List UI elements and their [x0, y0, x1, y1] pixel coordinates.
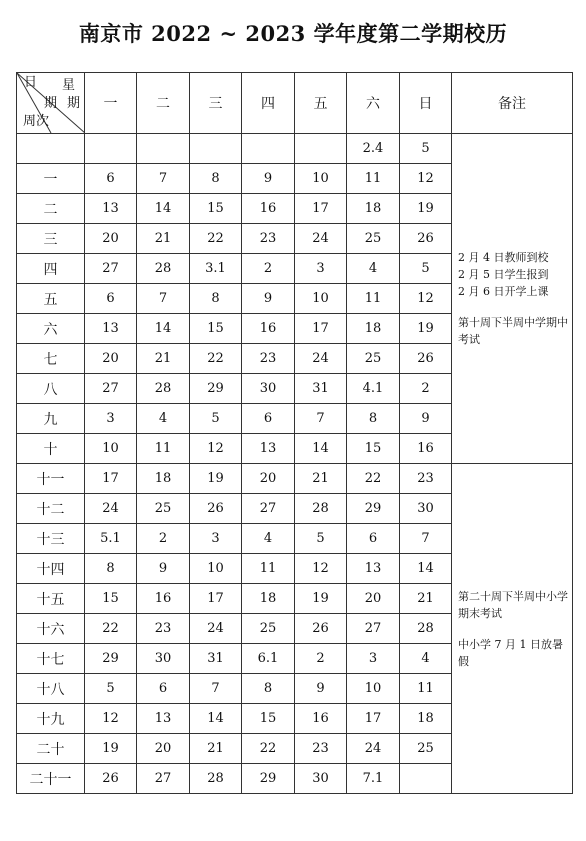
- date-cell: 24: [347, 734, 400, 764]
- date-cell: 24: [295, 344, 347, 374]
- date-cell: 14: [400, 554, 452, 584]
- date-cell: 28: [400, 614, 452, 644]
- date-cell: 25: [137, 494, 190, 524]
- date-cell: [400, 764, 452, 794]
- date-cell: 5: [190, 404, 242, 434]
- corner-label-zhouci: 周次: [23, 114, 50, 129]
- date-cell: 11: [347, 164, 400, 194]
- date-cell: 5: [85, 674, 137, 704]
- remark-line: 中小学 7 月 1 日放暑假: [458, 637, 563, 668]
- date-cell: 12: [400, 164, 452, 194]
- date-cell: 21: [137, 344, 190, 374]
- date-cell: 11: [400, 674, 452, 704]
- remark-line: 第十周下半周中学期中考试: [458, 316, 568, 346]
- date-cell: 24: [295, 224, 347, 254]
- date-cell: 10: [347, 674, 400, 704]
- remark-line: [458, 622, 569, 636]
- date-cell: 26: [295, 614, 347, 644]
- corner-header-cell: [17, 73, 85, 134]
- date-cell: 25: [347, 224, 400, 254]
- date-cell: 10: [295, 284, 347, 314]
- corner-label-qi: 期: [44, 96, 58, 111]
- date-cell: 26: [400, 344, 452, 374]
- date-cell: 19: [400, 314, 452, 344]
- day-header: 三: [190, 73, 242, 134]
- date-cell: 25: [242, 614, 295, 644]
- date-cell: 21: [137, 224, 190, 254]
- day-header: 六: [347, 73, 400, 134]
- date-cell: 12: [85, 704, 137, 734]
- week-number-cell: 七: [17, 344, 85, 374]
- date-cell: 19: [190, 464, 242, 494]
- date-cell: 23: [242, 224, 295, 254]
- day-header: 一: [85, 73, 137, 134]
- date-cell: 20: [85, 224, 137, 254]
- date-cell: 16: [137, 584, 190, 614]
- date-cell: 27: [85, 254, 137, 284]
- date-cell: 14: [137, 314, 190, 344]
- date-cell: 31: [190, 644, 242, 674]
- date-cell: 22: [190, 224, 242, 254]
- week-number-cell: 十六: [17, 614, 85, 644]
- date-cell: 17: [190, 584, 242, 614]
- date-cell: 6: [242, 404, 295, 434]
- week-number-cell: 十五: [17, 584, 85, 614]
- date-cell: 14: [137, 194, 190, 224]
- date-cell: 22: [242, 734, 295, 764]
- date-cell: 9: [242, 164, 295, 194]
- date-cell: 20: [347, 584, 400, 614]
- date-cell: 18: [347, 314, 400, 344]
- date-cell: 28: [190, 764, 242, 794]
- date-cell: 29: [347, 494, 400, 524]
- date-cell: 17: [347, 704, 400, 734]
- date-cell: 7: [190, 674, 242, 704]
- date-cell: 16: [242, 314, 295, 344]
- date-cell: 4: [137, 404, 190, 434]
- date-cell: 8: [85, 554, 137, 584]
- date-cell: 8: [242, 674, 295, 704]
- date-cell: 26: [400, 224, 452, 254]
- date-cell: 3: [190, 524, 242, 554]
- date-cell: 7.1: [347, 764, 400, 794]
- week-number-cell: 四: [17, 254, 85, 284]
- calendar-body: [17, 134, 573, 794]
- date-cell: 30: [295, 764, 347, 794]
- date-cell: 11: [242, 554, 295, 584]
- date-cell: 29: [190, 374, 242, 404]
- week-number-cell: 六: [17, 314, 85, 344]
- remark-line: 2 月 6 日开学上课: [458, 285, 549, 298]
- date-cell: 30: [400, 494, 452, 524]
- date-cell: 14: [190, 704, 242, 734]
- date-cell: 23: [295, 734, 347, 764]
- date-cell: 5: [295, 524, 347, 554]
- day-header: 四: [242, 73, 295, 134]
- date-cell: 13: [137, 704, 190, 734]
- date-cell: 10: [295, 164, 347, 194]
- date-cell: 6.1: [242, 644, 295, 674]
- date-cell: 24: [85, 494, 137, 524]
- week-number-cell: 十七: [17, 644, 85, 674]
- week-number-cell: 九: [17, 404, 85, 434]
- date-cell: 20: [85, 344, 137, 374]
- date-cell: 2: [400, 374, 452, 404]
- date-cell: 29: [242, 764, 295, 794]
- date-cell: 21: [400, 584, 452, 614]
- date-cell: 2: [137, 524, 190, 554]
- week-number-cell: 十四: [17, 554, 85, 584]
- date-cell: 15: [85, 584, 137, 614]
- remark-line: 2 月 5 日学生报到: [458, 268, 549, 281]
- table-row: [17, 134, 573, 164]
- date-cell: 13: [85, 194, 137, 224]
- week-number-cell: 十: [17, 434, 85, 464]
- week-number-cell: 十二: [17, 494, 85, 524]
- date-cell: 17: [85, 464, 137, 494]
- corner-label-xing: 星: [62, 78, 76, 93]
- date-cell: [137, 134, 190, 164]
- date-cell: 18: [242, 584, 295, 614]
- day-header: 日: [400, 73, 452, 134]
- date-cell: 13: [347, 554, 400, 584]
- date-cell: 2: [295, 644, 347, 674]
- date-cell: 28: [295, 494, 347, 524]
- week-number-cell: 三: [17, 224, 85, 254]
- day-header: 五: [295, 73, 347, 134]
- date-cell: 27: [85, 374, 137, 404]
- date-cell: 4: [347, 254, 400, 284]
- page-title: 南京市 2022 ~ 2023 学年度第二学期校历: [78, 21, 508, 46]
- week-number-cell: 十一: [17, 464, 85, 494]
- date-cell: 25: [400, 734, 452, 764]
- date-cell: 23: [400, 464, 452, 494]
- date-cell: 8: [347, 404, 400, 434]
- date-cell: 8: [190, 284, 242, 314]
- calendar-table: [16, 72, 573, 794]
- week-number-cell: 十八: [17, 674, 85, 704]
- remark-line: 2 月 4 日教师到校: [458, 251, 549, 264]
- corner-label-qi: 期: [67, 96, 81, 111]
- date-cell: 20: [242, 464, 295, 494]
- date-cell: 15: [347, 434, 400, 464]
- date-cell: 22: [347, 464, 400, 494]
- date-cell: 5: [400, 134, 452, 164]
- date-cell: 22: [190, 344, 242, 374]
- date-cell: 27: [137, 764, 190, 794]
- remarks-cell: [452, 134, 573, 464]
- corner-label-ri: 日: [24, 75, 38, 90]
- date-cell: 16: [295, 704, 347, 734]
- date-cell: 30: [137, 644, 190, 674]
- remarks-header: 备注: [452, 73, 573, 134]
- week-number-cell: 二: [17, 194, 85, 224]
- date-cell: 24: [190, 614, 242, 644]
- date-cell: 19: [400, 194, 452, 224]
- header-row: [17, 73, 573, 134]
- date-cell: 2.4: [347, 134, 400, 164]
- date-cell: 21: [295, 464, 347, 494]
- date-cell: 4.1: [347, 374, 400, 404]
- date-cell: 8: [190, 164, 242, 194]
- date-cell: 29: [85, 644, 137, 674]
- date-cell: 17: [295, 314, 347, 344]
- week-number-cell: 十九: [17, 704, 85, 734]
- date-cell: 9: [137, 554, 190, 584]
- date-cell: [190, 134, 242, 164]
- date-cell: 12: [400, 284, 452, 314]
- date-cell: [85, 134, 137, 164]
- date-cell: [295, 134, 347, 164]
- date-cell: 21: [190, 734, 242, 764]
- table-row: [17, 464, 573, 494]
- date-cell: 23: [137, 614, 190, 644]
- date-cell: 15: [190, 314, 242, 344]
- date-cell: 6: [85, 284, 137, 314]
- date-cell: 28: [137, 374, 190, 404]
- date-cell: 12: [190, 434, 242, 464]
- date-cell: 17: [295, 194, 347, 224]
- week-number-cell: 十三: [17, 524, 85, 554]
- date-cell: 20: [137, 734, 190, 764]
- date-cell: 22: [85, 614, 137, 644]
- date-cell: 18: [347, 194, 400, 224]
- date-cell: 2: [242, 254, 295, 284]
- date-cell: 10: [190, 554, 242, 584]
- week-number-cell: 八: [17, 374, 85, 404]
- date-cell: 19: [295, 584, 347, 614]
- day-header: 二: [137, 73, 190, 134]
- date-cell: 3.1: [190, 254, 242, 284]
- date-cell: 9: [295, 674, 347, 704]
- week-number-cell: 二十: [17, 734, 85, 764]
- date-cell: 10: [85, 434, 137, 464]
- date-cell: 3: [295, 254, 347, 284]
- date-cell: 16: [400, 434, 452, 464]
- week-number-cell: 二十一: [17, 764, 85, 794]
- date-cell: 13: [85, 314, 137, 344]
- date-cell: 16: [242, 194, 295, 224]
- date-cell: 18: [137, 464, 190, 494]
- date-cell: 6: [85, 164, 137, 194]
- date-cell: 4: [242, 524, 295, 554]
- week-number-cell: 一: [17, 164, 85, 194]
- date-cell: 4: [400, 644, 452, 674]
- date-cell: 13: [242, 434, 295, 464]
- date-cell: 11: [137, 434, 190, 464]
- date-cell: 27: [242, 494, 295, 524]
- date-cell: 18: [400, 704, 452, 734]
- date-cell: 15: [242, 704, 295, 734]
- date-cell: 7: [295, 404, 347, 434]
- week-number-cell: 五: [17, 284, 85, 314]
- date-cell: 19: [85, 734, 137, 764]
- remark-line: 第二十周下半周中小学期末考试: [458, 589, 568, 620]
- date-cell: 26: [190, 494, 242, 524]
- date-cell: 7: [137, 284, 190, 314]
- date-cell: 5: [400, 254, 452, 284]
- date-cell: 3: [347, 644, 400, 674]
- week-number-cell: [17, 134, 85, 164]
- date-cell: 28: [137, 254, 190, 284]
- date-cell: 15: [190, 194, 242, 224]
- date-cell: 7: [137, 164, 190, 194]
- date-cell: 3: [85, 404, 137, 434]
- date-cell: 7: [400, 524, 452, 554]
- date-cell: 6: [137, 674, 190, 704]
- date-cell: 9: [400, 404, 452, 434]
- date-cell: 26: [85, 764, 137, 794]
- date-cell: 14: [295, 434, 347, 464]
- date-cell: 23: [242, 344, 295, 374]
- date-cell: 27: [347, 614, 400, 644]
- date-cell: 30: [242, 374, 295, 404]
- date-cell: 31: [295, 374, 347, 404]
- remarks-cell: [452, 464, 573, 794]
- remark-line: [458, 300, 569, 314]
- date-cell: 11: [347, 284, 400, 314]
- date-cell: 9: [242, 284, 295, 314]
- date-cell: 12: [295, 554, 347, 584]
- date-cell: 25: [347, 344, 400, 374]
- date-cell: 5.1: [85, 524, 137, 554]
- date-cell: 6: [347, 524, 400, 554]
- date-cell: [242, 134, 295, 164]
